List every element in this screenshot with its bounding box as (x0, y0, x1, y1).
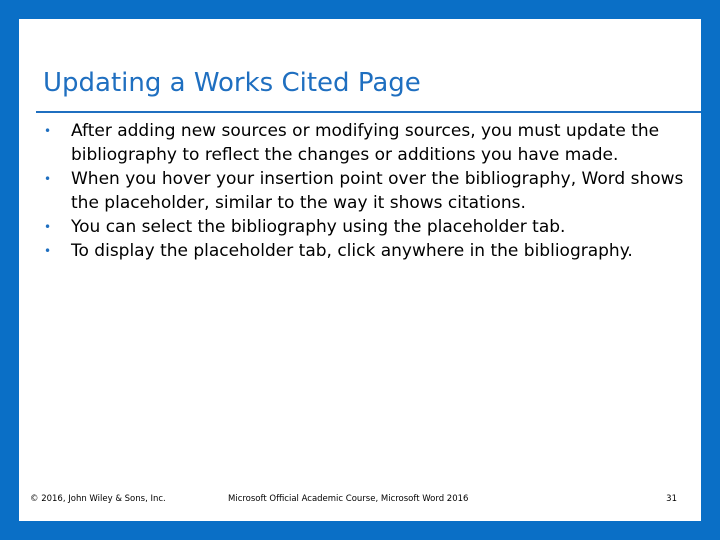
title-divider (36, 111, 701, 113)
bullet-list (44, 119, 693, 263)
slide-title: Updating a Works Cited Page (43, 68, 421, 98)
slide (19, 19, 701, 521)
bullet-point-icon: • (44, 124, 52, 138)
bullet-item (44, 239, 693, 263)
bullet-text: After adding new sources or modifying sources, you must update the bibliography to reflect the changes or additions you have made. (71, 121, 660, 165)
bullet-text: To display the placeholder tab, click anywhere in the bibliography. (71, 241, 633, 261)
footer-course: Microsoft Official Academic Course, Microsoft Word 2016 (228, 494, 469, 504)
bullet-item (44, 119, 693, 167)
bullet-text: You can select the bibliography using the placeholder tab. (71, 217, 566, 237)
slide-number: 31 (666, 494, 677, 504)
bullet-item (44, 215, 693, 239)
bullet-point-icon: • (44, 244, 52, 258)
footer-copyright: © 2016, John Wiley & Sons, Inc. (30, 494, 166, 504)
bullet-point-icon: • (44, 220, 52, 234)
bullet-point-icon: • (44, 172, 52, 186)
bullet-item (44, 167, 693, 215)
bullet-text: When you hover your insertion point over the bibliography, Word shows the placeholder, similar to the way it shows citations. (71, 169, 684, 213)
